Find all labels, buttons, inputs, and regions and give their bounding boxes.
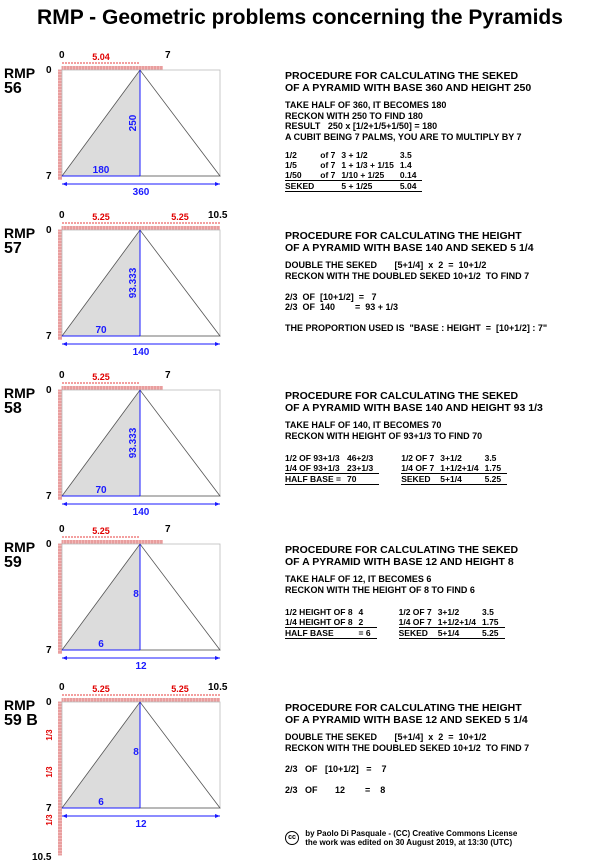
table-row xyxy=(285,453,379,463)
left-ruler-seven: 7 xyxy=(46,171,52,182)
left-ruler-seven: 7 xyxy=(46,803,52,814)
rmp-section-2 xyxy=(0,208,600,373)
left-ruler-seven: 7 xyxy=(46,331,52,342)
pyramid-figure xyxy=(0,522,285,687)
seked-value: 5.25 xyxy=(92,212,110,222)
heading-line: OF A PYRAMID WITH BASE 140 AND HEIGHT 93 1/3 xyxy=(285,402,543,414)
table-cell: 1/4 OF 93+1/3 xyxy=(285,463,340,473)
rmp-number: 57 xyxy=(4,240,22,257)
procedure-line xyxy=(285,313,547,324)
arrow-left-icon xyxy=(62,342,67,346)
left-ruler xyxy=(58,702,62,855)
procedure xyxy=(285,702,529,795)
half-base-value: 6 xyxy=(98,639,104,650)
ruler-zero-label: 0 xyxy=(59,524,65,535)
seked-value: 5.25 xyxy=(92,684,110,694)
ruler-zero-label: 0 xyxy=(59,50,65,61)
procedure-line: RECKON WITH THE HEIGHT OF 8 TO FIND 6 xyxy=(285,584,475,595)
seked-value-2: 5.25 xyxy=(171,212,189,222)
ruler-zero-label: 0 xyxy=(59,682,65,693)
rmp-section-1 xyxy=(0,48,600,213)
rmp-number: 59 xyxy=(4,554,22,571)
calc-table-right xyxy=(401,453,507,485)
arrow-left-icon xyxy=(62,656,67,660)
rmp-text: RMP xyxy=(4,697,36,713)
heading-line: OF A PYRAMID WITH BASE 12 AND SEKED 5 1/4 xyxy=(285,714,528,726)
table-row xyxy=(285,160,422,170)
left-ruler xyxy=(58,544,62,654)
rmp-text: RMP xyxy=(4,539,36,555)
table-cell: of 7 xyxy=(320,170,336,180)
procedure-line: TAKE HALF OF 360, IT BECOMES 180 xyxy=(285,100,447,110)
half-base-value: 70 xyxy=(95,325,107,336)
left-ruler xyxy=(58,230,62,340)
table-cell: 1/4 HEIGHT OF 8 xyxy=(285,617,353,627)
table-row xyxy=(285,150,422,160)
table-row xyxy=(399,607,505,617)
table-row xyxy=(285,170,422,181)
table-row xyxy=(285,607,377,617)
arrow-right-icon xyxy=(215,182,220,186)
table-cell: HALF BASE xyxy=(285,628,359,639)
arrow-right-icon xyxy=(215,502,220,506)
pyramid-figure xyxy=(0,48,285,213)
procedure-line: THE PROPORTION USED IS "BASE : HEIGHT = [10+1/2] : 7" xyxy=(285,323,548,333)
procedure-line: RECKON WITH THE DOUBLED SEKED 10+1/2 TO FIND 7 xyxy=(285,742,530,753)
heading-line: PROCEDURE FOR CALCULATING THE HEIGHT xyxy=(285,230,522,242)
procedure-line: TAKE HALF OF 140, IT BECOMES 70 xyxy=(285,420,442,430)
table-cell: 1/2 HEIGHT OF 8 xyxy=(285,607,353,617)
pyramid-figure xyxy=(0,208,285,373)
page-title: RMP - Geometric problems concerning the Pyramids xyxy=(37,6,563,29)
table-cell: 1/4 OF 7 xyxy=(401,463,435,473)
procedure-line: 2/3 OF 12 = 8 xyxy=(285,784,386,795)
table-cell: 3 + 1/2 xyxy=(341,150,368,160)
procedure-line xyxy=(285,753,529,764)
seked-value: 5.25 xyxy=(92,526,110,536)
height-value: 93.333 xyxy=(128,427,139,459)
calc-tables xyxy=(285,607,518,639)
calc-table-left xyxy=(285,607,377,639)
table-cell: = 6 xyxy=(359,628,377,639)
table-cell: 1 + 1/3 + 1/15 xyxy=(341,160,394,170)
table-cell: 1/10 + 1/25 xyxy=(341,170,385,180)
rmp-number: 59 B xyxy=(4,712,38,729)
half-base-value: 6 xyxy=(98,797,104,808)
procedure-line xyxy=(285,774,529,785)
table-cell: 1/2 OF 7 xyxy=(398,607,432,617)
table-row xyxy=(285,463,379,474)
procedure-line: 2/3 OF [10+1/2] = 7 xyxy=(285,291,377,302)
rmp-section-4 xyxy=(0,522,600,687)
pyramid-figure xyxy=(0,680,285,865)
table-cell: of 7 xyxy=(320,150,336,160)
table-cell: SEKED xyxy=(401,474,440,485)
table-cell: 3.5 xyxy=(481,607,494,617)
table-row xyxy=(399,617,505,628)
procedure-line: A CUBIT BEING 7 PALMS, YOU ARE TO MULTIPLY BY 7 xyxy=(285,131,522,142)
seked-value: 5.25 xyxy=(92,372,110,382)
arrow-right-icon xyxy=(215,814,220,818)
heading-line: PROCEDURE FOR CALCULATING THE SEKED xyxy=(285,544,519,556)
table-cell: 5+1/4 xyxy=(440,474,484,485)
left-ruler xyxy=(58,390,62,500)
table-cell: 5.25 xyxy=(482,628,505,639)
third-label: 1/3 xyxy=(45,729,54,741)
base-value: 12 xyxy=(135,661,147,672)
calc-table-right xyxy=(399,607,505,639)
procedure-line: TAKE HALF OF 12, IT BECOMES 6 xyxy=(285,574,432,584)
table-cell: 23+1/3 xyxy=(346,463,374,473)
procedure-heading xyxy=(285,702,529,726)
table-cell: 1/2 xyxy=(285,150,297,160)
calc-tables xyxy=(285,453,543,485)
table-cell: of 7 xyxy=(320,160,336,170)
rmp-number: 58 xyxy=(4,400,22,417)
procedure xyxy=(285,544,518,639)
heading-line: PROCEDURE FOR CALCULATING THE HEIGHT xyxy=(285,702,522,714)
procedure-line: 2/3 OF [10+1/2] = 7 xyxy=(285,763,387,774)
footer-line-2: the work was edited on 30 August 2019, at 13:30 (UTC) xyxy=(305,838,513,847)
table-cell: 5+1/4 xyxy=(438,628,482,639)
table-sum-row xyxy=(285,474,379,485)
third-label: 1/3 xyxy=(45,814,54,826)
pyramid-figure xyxy=(0,368,285,533)
base-value: 140 xyxy=(132,347,150,358)
calc-table xyxy=(285,150,422,192)
table-sum-row xyxy=(285,181,422,192)
left-ruler-zero: 0 xyxy=(46,65,52,76)
height-value: 8 xyxy=(133,589,139,600)
table-cell: 1/2 OF 93+1/3 xyxy=(285,453,340,463)
table-cell: SEKED xyxy=(285,181,320,192)
table-row xyxy=(401,463,507,474)
heading-line: OF A PYRAMID WITH BASE 360 AND HEIGHT 250 xyxy=(285,82,532,94)
table-cell: 1+1/2+1/4 xyxy=(440,463,479,473)
cc-icon: cc xyxy=(285,831,299,845)
table-row xyxy=(401,453,507,463)
table-cell: 0.14 xyxy=(399,170,417,180)
seked-value-2: 5.25 xyxy=(171,684,189,694)
procedure-line: DOUBLE THE SEKED [5+1/4] x 2 = 10+1/2 xyxy=(285,260,487,270)
height-value: 250 xyxy=(128,114,139,132)
rmp-text: RMP xyxy=(4,385,36,401)
procedure-line: RECKON WITH HEIGHT OF 93+1/3 TO FIND 70 xyxy=(285,430,483,441)
table-cell: 2 xyxy=(358,617,364,627)
heading-line: OF A PYRAMID WITH BASE 12 AND HEIGHT 8 xyxy=(285,556,514,568)
arrow-right-icon xyxy=(215,342,220,346)
left-ruler-seven: 7 xyxy=(46,645,52,656)
table-cell: 4 xyxy=(358,607,364,617)
procedure-heading xyxy=(285,544,518,568)
table-cell: 1/50 xyxy=(285,170,302,180)
rmp-section-5 xyxy=(0,680,600,863)
table-cell: 3.5 xyxy=(399,150,412,160)
height-value: 93.333 xyxy=(128,267,139,299)
table-cell: 5 + 1/25 xyxy=(341,181,399,192)
rmp-text: RMP xyxy=(4,225,36,241)
left-ruler-zero: 0 xyxy=(46,697,52,708)
procedure-line: DOUBLE THE SEKED [5+1/4] x 2 = 10+1/2 xyxy=(285,732,487,742)
procedure-heading xyxy=(285,70,531,94)
table-cell: 70 xyxy=(347,474,379,485)
heading-line: PROCEDURE FOR CALCULATING THE SEKED xyxy=(285,390,519,402)
left-ruler-seven: 7 xyxy=(46,491,52,502)
table-row xyxy=(285,617,377,628)
left-ruler-zero: 0 xyxy=(46,385,52,396)
table-cell xyxy=(320,181,341,192)
rmp-text: RMP xyxy=(4,65,36,81)
table-cell: 1+1/2+1/4 xyxy=(437,617,476,627)
ruler-end-label: 10.5 xyxy=(208,682,228,693)
half-base-value: 180 xyxy=(92,165,110,176)
rmp-section-3 xyxy=(0,368,600,533)
table-cell: 1.75 xyxy=(484,463,502,473)
arrow-left-icon xyxy=(62,502,67,506)
ruler-end-label: 7 xyxy=(165,370,171,381)
arrow-left-icon xyxy=(62,814,67,818)
half-base-value: 70 xyxy=(95,485,107,496)
table-cell: 5.25 xyxy=(485,474,508,485)
table-sum-row xyxy=(285,628,377,639)
top-ruler xyxy=(62,226,220,230)
procedure xyxy=(285,230,547,334)
left-ruler-zero: 0 xyxy=(46,539,52,550)
procedure-heading xyxy=(285,230,547,254)
procedure-heading xyxy=(285,390,543,414)
left-ruler-zero: 0 xyxy=(46,225,52,236)
ruler-end-label: 7 xyxy=(165,50,171,61)
ruler-end-label: 7 xyxy=(165,524,171,535)
base-value: 140 xyxy=(132,507,150,518)
heading-line: OF A PYRAMID WITH BASE 140 AND SEKED 5 1/4 xyxy=(285,242,534,254)
procedure-line: RECKON WITH 250 TO FIND 180 xyxy=(285,110,423,121)
table-cell: HALF BASE = xyxy=(285,474,347,485)
footer-line-1: by Paolo Di Pasquale - (CC) Creative Commons License xyxy=(305,829,518,838)
ruler-zero-label: 0 xyxy=(59,370,65,381)
procedure-line xyxy=(285,281,547,292)
top-ruler xyxy=(62,698,220,702)
table-cell: 3+1/2 xyxy=(440,453,462,463)
table-cell: SEKED xyxy=(399,628,438,639)
arrow-left-icon xyxy=(62,182,67,186)
seked-value: 5.04 xyxy=(92,52,110,62)
table-cell: 3.5 xyxy=(484,453,497,463)
procedure-line: RECKON WITH THE DOUBLED SEKED 10+1/2 TO FIND 7 xyxy=(285,270,530,281)
third-label: 1/3 xyxy=(45,766,54,778)
procedure xyxy=(285,390,543,485)
height-value: 8 xyxy=(133,747,139,758)
table-cell: 3+1/2 xyxy=(437,607,460,617)
table-cell: 1/4 OF 7 xyxy=(398,617,432,627)
table-cell: 1.75 xyxy=(481,617,499,627)
left-ruler xyxy=(58,70,62,180)
ruler-end-label: 10.5 xyxy=(208,210,228,221)
procedure xyxy=(285,70,531,192)
table-cell: 1/5 xyxy=(285,160,297,170)
heading-line: PROCEDURE FOR CALCULATING THE SEKED xyxy=(285,70,519,82)
base-value: 12 xyxy=(135,819,147,830)
left-ruler-end: 10.5 xyxy=(32,852,52,863)
rmp-number: 56 xyxy=(4,80,22,97)
table-cell: 1.4 xyxy=(399,160,412,170)
ruler-zero-label: 0 xyxy=(59,210,65,221)
procedure-line: 2/3 OF 140 = 93 + 1/3 xyxy=(285,302,399,312)
table-cell: 46+2/3 xyxy=(346,453,374,463)
procedure-line: RESULT 250 x [1/2+1/5+1/50] = 180 xyxy=(285,121,438,131)
calc-table-left xyxy=(285,453,379,485)
base-value: 360 xyxy=(132,187,150,198)
footer xyxy=(285,829,517,847)
table-cell: 1/2 OF 7 xyxy=(401,453,435,463)
table-sum-row xyxy=(399,628,505,639)
table-sum-row xyxy=(401,474,507,485)
table-cell: 5.04 xyxy=(400,181,423,192)
arrow-right-icon xyxy=(215,656,220,660)
